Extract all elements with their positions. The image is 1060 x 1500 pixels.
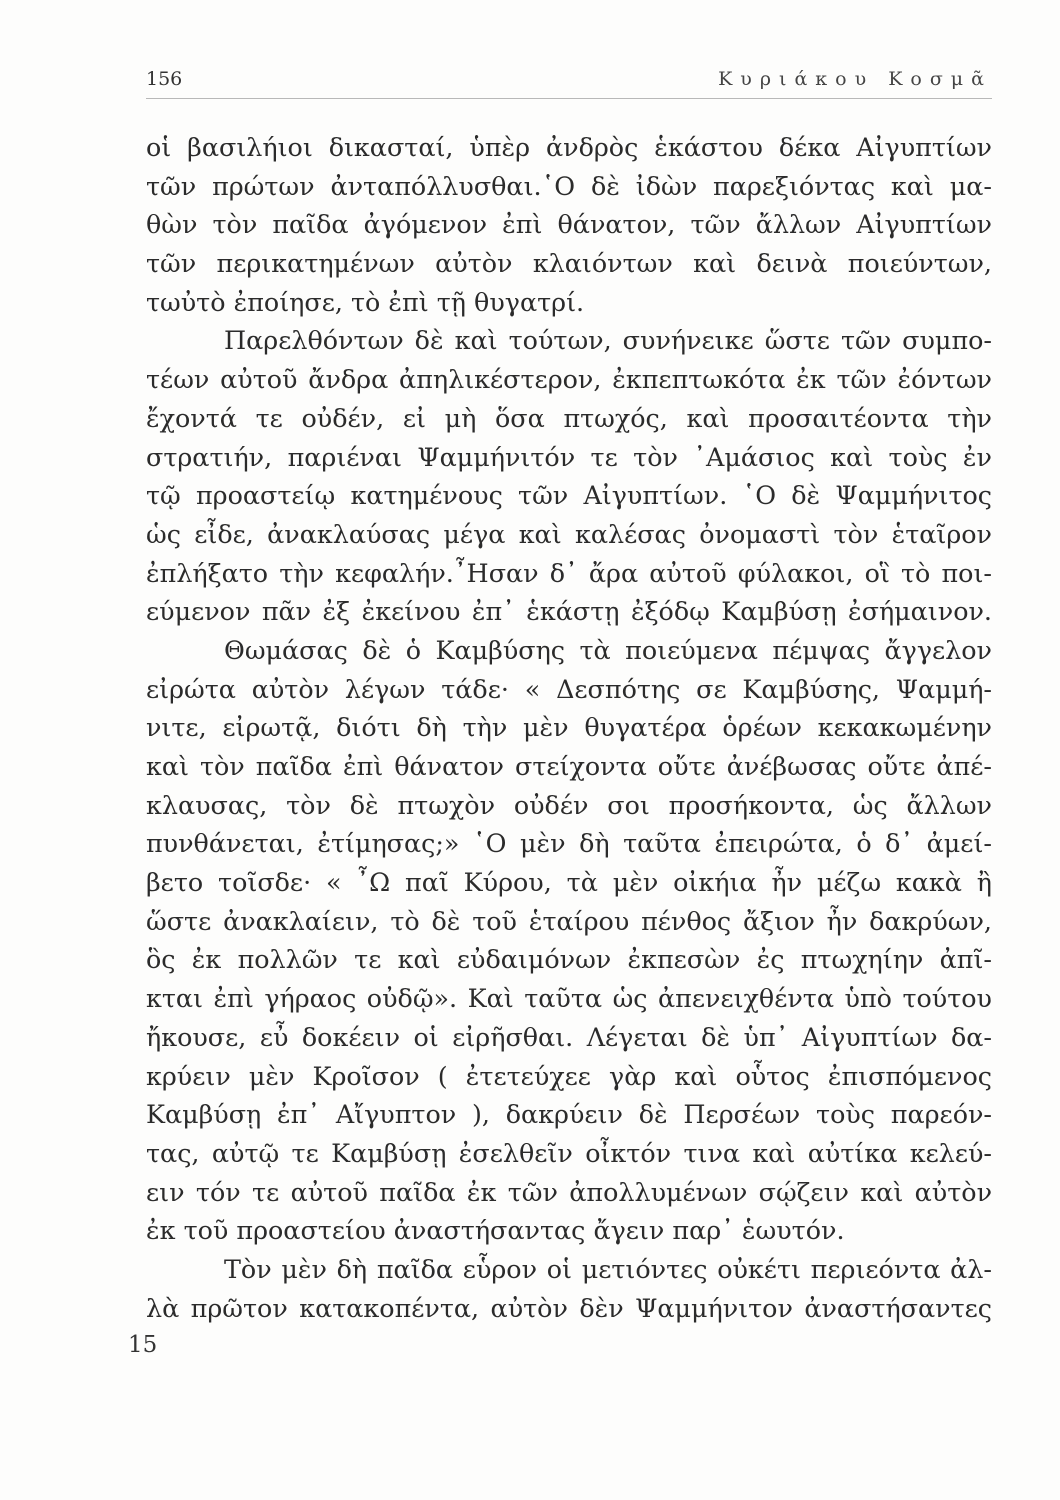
text-line: τωὐτὸ ἐποίησε, τὸ ἐπὶ τῇ θυγατρί. <box>146 286 585 317</box>
text-line: εἰρώτα αὐτὸν λέγων τάδε· « Δεσπότης σε Καμβύσης, Ψαμμή- <box>146 673 992 704</box>
text-line: νιτε, εἰρωτᾷ, διότι δὴ τὴν μὲν θυγατέρα ὁρέων κεκακωμένην <box>146 712 992 743</box>
text-line: Τὸν μὲν δὴ παῖδα εὗρον οἱ μετιόντες οὐκέτι περιεόντα ἀλ- <box>224 1253 992 1284</box>
text-line: εύμενον πᾶν ἐξ ἐκείνου ἐπ᾿ ἑκάστῃ ἐξόδῳ Καμβύσῃ ἐσήμαινον. <box>146 596 992 627</box>
text-line: ἐπλήξατο τὴν κεφαλήν.῏Ησαν δ᾿ ἄρα αὐτοῦ φύλακοι, οἳ τὸ ποι- <box>146 557 992 588</box>
text-line: ἤκουσε, εὖ δοκέειν οἱ εἰρῆσθαι. Λέγεται δὲ ὑπ᾿ Αἰγυπτίων δα- <box>146 1021 992 1052</box>
text-line: τας, αὐτῷ τε Καμβύσῃ ἐσελθεῖν οἶκτόν τινα καὶ αὐτίκα κελεύ- <box>146 1137 992 1168</box>
text-line: ὥστε ἀνακλαίειν, τὸ δὲ τοῦ ἑταίρου πένθος ἄξιον ἦν δακρύων, <box>146 905 992 936</box>
running-head: Κυριάκου Κοσμᾶ <box>718 68 992 90</box>
page-header <box>146 64 992 94</box>
text-line: ἐκ τοῦ προαστείου ἀναστήσαντας ἄγειν παρ᾿ ἑωυτόν. <box>146 1215 845 1246</box>
text-line: τῶν πρώτων ἀνταπόλλυσθαι.῾Ο δὲ ἰδὼν παρεξιόντας καὶ μα- <box>146 170 992 201</box>
text-line: τῶν περικατημένων αὐτὸν κλαιόντων καὶ δεινὰ ποιεύντων, <box>146 248 992 279</box>
page-number: 156 <box>146 68 183 90</box>
text-line: κται ἐπὶ γήραος οὐδῷ». Καὶ ταῦτα ὡς ἀπενειχθέντα ὑπὸ τούτου <box>146 983 992 1014</box>
text-line: ὃς ἐκ πολλῶν τε καὶ εὐδαιμόνων ἐκπεσὼν ἐς πτωχηίην ἀπῖ- <box>146 944 992 975</box>
text-line: ειν τόν τε αὐτοῦ παῖδα ἐκ τῶν ἀπολλυμένων σῴζειν καὶ αὐτὸν <box>146 1176 992 1207</box>
text-line: ὡς εἶδε, ἀνακλαύσας μέγα καὶ καλέσας ὀνομαστὶ τὸν ἑταῖρον <box>146 518 992 549</box>
body-text <box>146 128 992 1327</box>
text-line: τῷ προαστείῳ κατημένους τῶν Αἰγυπτίων. ῾Ο δὲ Ψαμμήνιτος <box>146 480 992 511</box>
text-line: τέων αὐτοῦ ἄνδρα ἀπηλικέστερον, ἐκπεπτωκότα ἐκ τῶν ἐόντων <box>146 364 992 395</box>
margin-line-number: 15 <box>128 1332 158 1358</box>
text-line: στρατιήν, παριέναι Ψαμμήνιτόν τε τὸν ᾿Αμάσιος καὶ τοὺς ἐν <box>146 441 992 472</box>
text-line: ἔχοντά τε οὐδέν, εἰ μὴ ὅσα πτωχός, καὶ προσαιτέοντα τὴν <box>146 402 992 433</box>
text-line: Θωμάσας δὲ ὁ Καμβύσης τὰ ποιεύμενα πέμψας ἄγγελον <box>224 634 992 665</box>
text-line: θὼν τὸν παῖδα ἀγόμενον ἐπὶ θάνατον, τῶν ἄλλων Αἰγυπτίων <box>146 209 992 240</box>
header-rule <box>146 98 992 99</box>
text-line: πυνθάνεται, ἐτίμησας;» ῾Ο μὲν δὴ ταῦτα ἐπειρώτα, ὁ δ᾿ ἀμεί- <box>146 828 992 859</box>
text-line: Παρελθόντων δὲ καὶ τούτων, συνήνεικε ὥστε τῶν συμπο- <box>224 325 992 356</box>
text-line: καὶ τὸν παῖδα ἐπὶ θάνατον στείχοντα οὔτε ἀνέβωσας οὔτε ἀπέ- <box>146 751 992 781</box>
text-line: οἱ βασιλήιοι δικασταί, ὑπὲρ ἀνδρὸς ἑκάστου δέκα Αἰγυπτίων <box>146 132 992 162</box>
text-line: λὰ πρῶτον κατακοπέντα, αὐτὸν δὲν Ψαμμήνιτον ἀναστήσαντες <box>146 1292 992 1323</box>
text-line: κλαυσας, τὸν δὲ πτωχὸν οὐδέν σοι προσήκοντα, ὡς ἄλλων <box>146 789 992 820</box>
text-line: βετο τοῖσδε· « ῏Ω παῖ Κύρου, τὰ μὲν οἰκήια ἦν μέζω κακὰ ἢ <box>146 867 992 898</box>
text-line: Καμβύσῃ ἐπ᾿ Αἴγυπτον ), δακρύειν δὲ Περσέων τοὺς παρεόν- <box>146 1099 992 1130</box>
text-line: κρύειν μὲν Κροῖσον ( ἐτετεύχεε γὰρ καὶ οὗτος ἐπισπόμενος <box>146 1060 992 1091</box>
